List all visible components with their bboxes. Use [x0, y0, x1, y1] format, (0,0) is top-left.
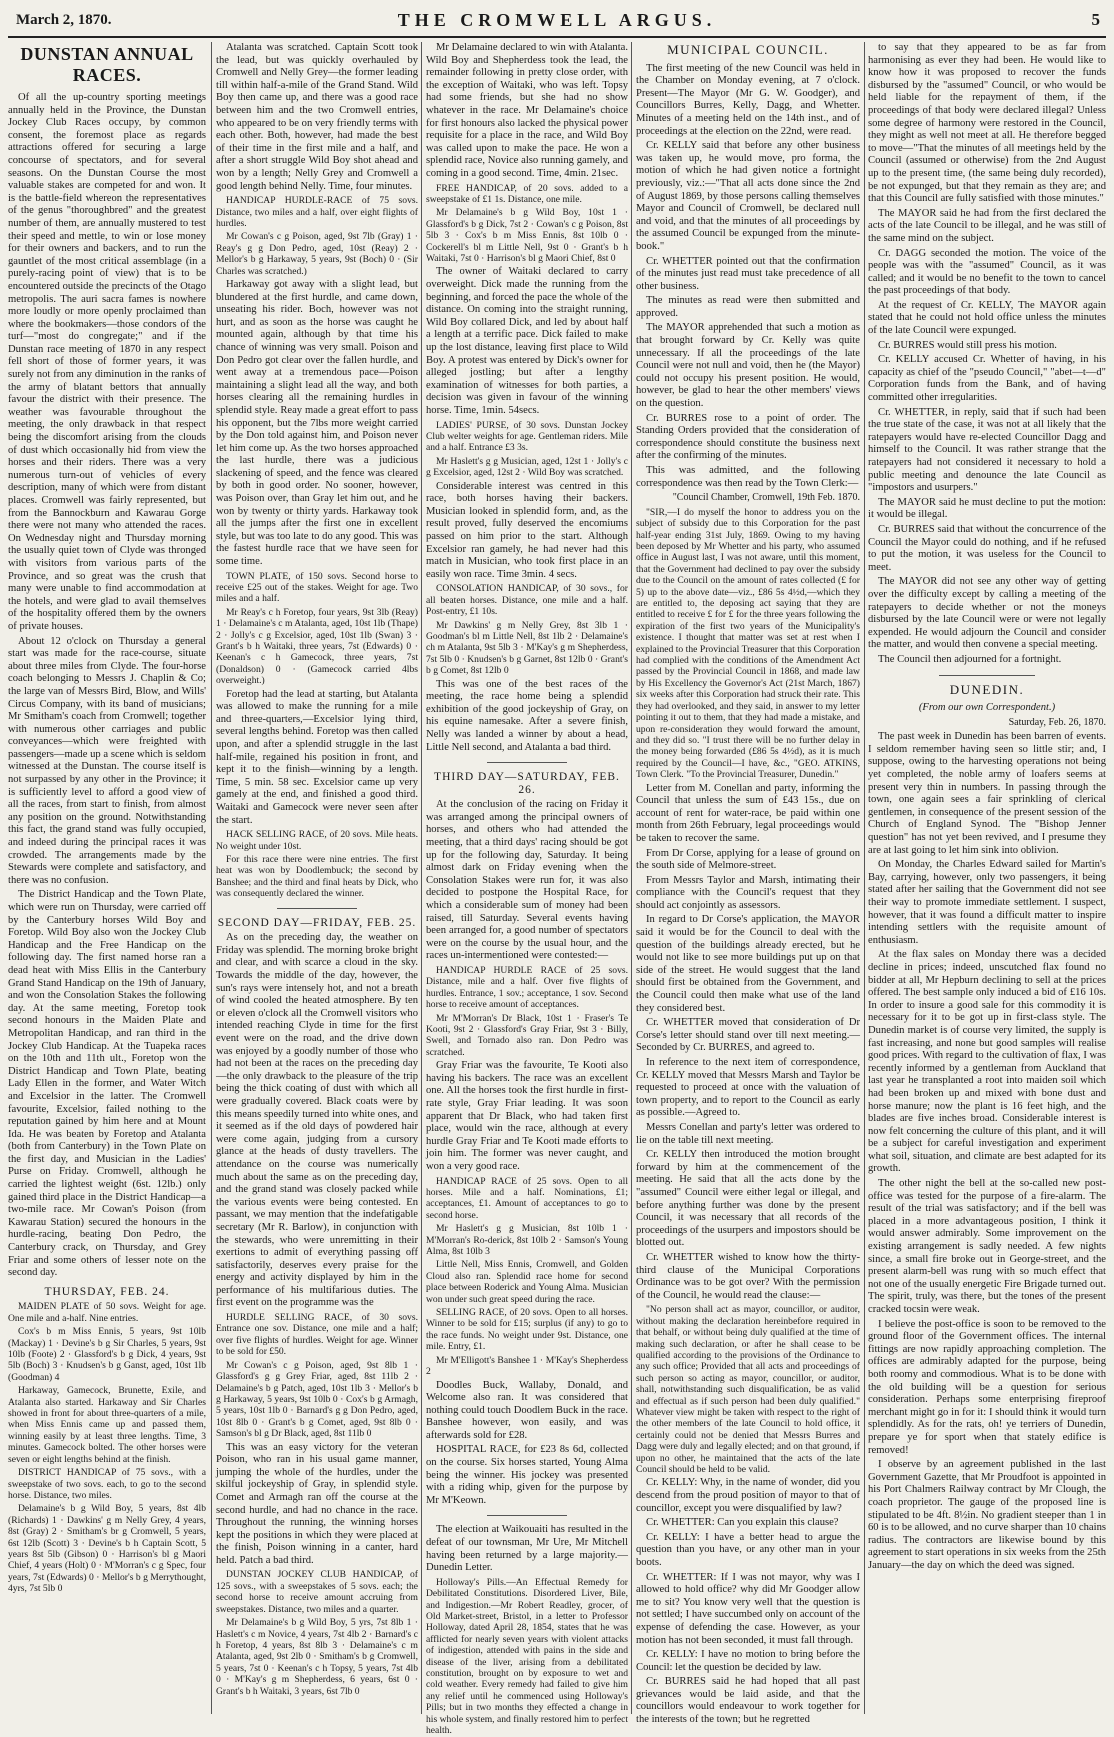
- race-report: For this race there were nine entries. The first heat was won by Doodlembuck; the second by Banshee; and the third and final heats by Dick, who was consequently declared the winner.: [216, 854, 418, 900]
- quoted-clause: "No person shall act as mayor, councillor, or auditor, without making the declaration hereinbefore required in that behalf, or without being duly qualified at the time of making such declaration, or after he shall cease to be qualified according to the provisions of the Ordinance to any such office; Provided that all acts and proceedings of such person so acting as mayor, councillor, or auditor, shall, notwithstanding such disqualification, be as valid and effectual as if such person had been duly qualified." Whatever view might be taken with respect to the right of the other members of the late Council to hold office, it certainly could not be denied that Messrs Burres and Dagg were duly and legally elected; and on that ground, if upon no other, he maintained that the acts of the late Council should be held to be valid.: [636, 1304, 860, 1475]
- day-heading: THURSDAY, FEB. 24.: [44, 1285, 170, 1298]
- divider: [939, 675, 1034, 676]
- paragraph: Cr. WHETTER wished to know how the thirty-third clause of the Municipal Corporations Ordinance was to be got over? With the permission of the Council, he would read the clause:—: [636, 1251, 860, 1301]
- paragraph: Atalanta was scratched. Captain Scott took the lead, but was quickly overhauled by Cromwell and Nelly Grey—the former leading till within half-a-mile of the Grand Stand. Wild Boy then came up, and there was a good race between him and the two Cromwell entries, who appeared to be on very friendly terms with each other. Both, however, had made the best of their time in the first mile and a half, and after a short struggle Wild Boy shot ahead and won by a length; Nelly Grey and Cromwell a good length behind Nelly. Time, four minutes.: [216, 42, 418, 192]
- day-heading: SECOND DAY—FRIDAY, FEB. 25.: [217, 916, 417, 929]
- paragraph: Cr. BURRES said that without the concurrence of the Council the Mayor could do nothing, and if he refused to put the motion, it was useless for the Council to meet.: [868, 523, 1106, 573]
- race-title: HANDICAP HURDLE-RACE of 75 sovs. Distance, two miles and a half, over eight flights of hurdles.: [216, 195, 418, 229]
- paragraph: Cr. WHETTER: If I was not mayor, why was I allowed to hold office? why did Mr Goodger allow me to sit? You know very well that the question is not settled; I have succumbed only on account of the expense of defending the case. However, as your motion has not been seconded, it must fall through.: [636, 1571, 860, 1646]
- paragraph: Cr. BURRES rose to a point of order. The Standing Orders provided that the consideration of correspondence should constitute the business next after the confirming of the minutes.: [636, 412, 860, 462]
- race-report: Gray Friar was the favourite, Te Kooti also having his backers. The race was an excellent one. All the horses took the first hurdle in first-rate style, Gray Friar leading. It was soon apparent that Dr Black, who had taken first place, would win the race, although at every hurdle Gray Friar and Te Kooti made efforts to join him. The former was never caught, and won a very good race.: [426, 1060, 628, 1172]
- paragraph: Cr. WHETTER: Can you explain this clause?: [646, 1517, 839, 1529]
- race-title: HANDICAP HURDLE RACE of 25 sovs. Distance, mile and a half. Over five flights of hurdles. Entrance, 1 sov.; acceptance, 1 sov. Second horse to receive amount of acceptances.: [426, 965, 628, 1011]
- race-title: HURDLE SELLING RACE, of 30 sovs. Entrance one sov. Distance, one mile and a half; over five flights of hurdles. Weight for age. Winner to be sold for £50.: [216, 1312, 418, 1358]
- paragraph: Cr. KELLY accused Cr. Whetter of having, in his capacity as chief of the "pseudo Council," "abet—t—d" Corporation funds from the Bank, and of having committed other irregularities.: [868, 354, 1106, 404]
- paragraph: Cr. KELLY then introduced the motion brought forward by him at the commencement of the meeting. He said that all the acts done by the "assumed" Council were either legal or illegal, and before anything further was done by the present Council, it was necessary that all records of the proceedings of the usurpers and impostors should be blotted out.: [636, 1149, 860, 1249]
- paragraph: From Dr Corse, applying for a lease of ground on the south side of Melmore-street.: [636, 847, 860, 872]
- column-1: [8, 42, 206, 1714]
- race-report: This was one of the best races of the meeting, the race home being a splendid exhibition of the good jockeyship of Gray, on his equine namesake. After a severe finish, Nelly was landed a winner by about a head, Little Nell second, and Atalanta a bad third.: [426, 678, 628, 753]
- race-title: FREE HANDICAP, of 20 sovs. added to a sweepstake of £1 1s. Distance, one mile.: [426, 182, 628, 205]
- race-results: Cox's b m Miss Ennis, 5 years, 9st 10lb (Mackay) 1 · Devine's b g Sir Charles, 5 years, 9st 10lb (Foote) 2 · Glassford's b g Dick, 4 years, 9st 5lb (Boch) 3 · Knudsen's b g Ganst, aged, 10st 1lb (Goodman) 4: [8, 1326, 206, 1383]
- race-report: Foretop had the lead at starting, but Atalanta was allowed to make the running for a mile and three-quarters,—Excelsior lying third, several lengths behind. Foretop was then called upon, and after a splendid struggle in the last half-mile, regained his position in front, and kept it to the finish—winning by a length. Time, 5 min. 58 sec. Excelsior came up very gamely at the end, and finished a good third. Waitaki and Gamecock were never seen after the start.: [216, 688, 418, 826]
- paragraph: Cr. KELLY: I have a better head to argue the question than you have, or any other man in your boots.: [636, 1531, 860, 1568]
- paragraph: In regard to Dr Corse's application, the MAYOR said it would be for the Council to deal with the question of the buildings already erected, but he would not like to see more buildings put up on that side of the street. He would suggest that the land should first be obtained from the Government, and the Council could then make what use of the land they considered best.: [636, 914, 860, 1014]
- paragraph: Cr. BURRES would still press his motion.: [878, 339, 1057, 351]
- paragraph: As on the preceding day, the weather on Friday was splendid. The morning broke bright and clear, and with scarce a cloud in the sky. Towards the middle of the day, however, the sun's rays were intensely hot, and not a breath of wind cooled the heated atmosphere. By ten or eleven o'clock all the Cromwell visitors who intended reaching Clyde in time for the first event were on the road, and the drive down was enjoyed by a goodly number of those who had not been at the races on the preceding day—the only drawback to the pleasure of the trip being the thick coating of dust with which all were gradually covered. Black coats were by this means speedily turned into white ones, and it seemed as if the old days of powdered hair were come again, judging from a cursory glance at the heads of dusty travellers. The attendance on the course was numerically much about the same as on the preceding day, and the grand stand was closely packed while the various events were being contested. En passant, we may mention that the indefatigable secretary (Mr R. Barlow), in conjunction with the stewards, who were unremitting in their exertions to admit of everything passing off satisfactorily, deserves every praise for the energy and activity displayed by him in the performance of his multifarious duties. The first event on the programme was the: [216, 932, 418, 1309]
- paragraph: Cr. DAGG seconded the motion. The voice of the people was with the "assumed" Council, as it was called; and it would be no benefit to the town to cancel the past proceedings of that body.: [868, 247, 1106, 297]
- paragraph: Of all the up-country sporting meetings annually held in the Province, the Dunstan Jockey Club Races occupy, by common consent, the foremost place as regards attractions offered for securing a large concourse of spectators, and for several seasons. On the Dunstan Course the most valuable stakes are competed for and won. It is the battle-field whereon the representatives of the genus "thoroughbred" and the greatest number of them, are annually mustered to test their speed and mettle, to win or lose money for their owners and backers, and to run the gauntlet of the most critical assemblage (in a purely-racing point of view) that is to be encountered outside the precincts of the Otago metropolis. The auri sacra fames is nowhere more loudly or more openly proclaimed than where the bookmakers—those condors of the turf—"most do congregate;" and if the Dunstan race meeting of 1870 in any respect fell short of those of former years, it was surely not from any diminution in the ranks of the army of blatant bettors that annually favour the district with their presence. The weather was favourable throughout the meeting, the only drawback in that respect being the discomfort arising from the clouds of dust which occasionally hid from view the horses and their riders. There was a very numerous turn-out of vehicles of every description, many of which were from distant places. Cromwell was fairly represented, but from the Bannockburn and Kawarau Gorge there were not many who attended the races. On Wednesday night and Thursday morning the usually quiet town of Clyde was thronged with visitors from various parts of the Province, and so great was the crush that many were unable to find accommodation at the hotels, and were glad to avail themselves of the hospitality offered them by the owners of private houses.: [8, 92, 206, 632]
- paragraph: At the conclusion of the racing on Friday it was arranged among the principal owners of horses, and others who had attended the meeting, that a third days' racing should be got up for the following day, Saturday. It being almost dark on Friday evening when the Consolation Stakes were run for, it was also decided to postpone the Hospital Race, for which a considerable sum of money had been raised, till Saturday. Several events having been arranged for, a good number of spectators were on the course by the usual hour, and the races un-intermentioned were contested:—: [426, 799, 628, 962]
- paragraph: About 12 o'clock on Thursday a general start was made for the race-course, situate about three miles from Clyde. The four-horse coach belonging to Messrs J. Chaplin & Co; the large van of Messrs Bird, Blow, and Wills' Circus Company, with its band of musicians; Mr Smitham's coach from Cromwell; together with numerous other carriages and public conveyances—which were freighted with passengers—made up a scene which is seldom witnessed at the Dunstan. The course itself is not surpassed by any other in the Province; it is sufficiently level to afford a good view of all the races, from start to finish, from almost any position on the ground. Notwithstanding this fact, the grand stand was fully occupied, and indeed during the principal races it was crowded. The arrangements made by the Stewards were complete and satisfactory, and there was no confusion.: [8, 635, 206, 886]
- race-results: Delamaine's b g Wild Boy, 5 years, 8st 4lb (Richards) 1 · Dawkins' g m Nelly Grey, 4 years, 8st (Gray) 2 · Smitham's br g Cromwell, 5 years, 6st 12lb (Scott) 3 · Devine's b h Captain Scott, 5 years 8st 5lb (Gibson) 0 · Harrison's bl g Maori Chief, 4 years (Holt) 0 · M'Morran's c g Spec, four years, 7st (Edwards) 0 · Mellor's b g Merrythought, 4yrs, 7st 5lb 0: [8, 1503, 206, 1595]
- day-heading: THIRD DAY—SATURDAY, FEB. 26.: [434, 771, 620, 796]
- race-results: Mr Dawkins' g m Nelly Grey, 8st 3lb 1 · Goodman's bl m Little Nell, 8st 1lb 2 · Delamaine's ch m Atalanta, 9st 5lb 3 · M'Kay's g m Shepherdess, 7st 5lb 0 · Knudsen's b g Garnet, 8st 12lb 0 · Grant's b g Comet, 8st 12lb 0: [426, 619, 628, 677]
- paragraph: The MAYOR said he had from the first declared the acts of the late Council to be illegal, and he was still of the same mind on the subject.: [868, 207, 1106, 244]
- dateline: Saturday, Feb. 26, 1870.: [1008, 716, 1106, 728]
- race-title: TOWN PLATE, of 150 sovs. Second horse to receive £25 out of the stakes. Weight for age. Two miles and a half.: [216, 570, 418, 605]
- race-report: HOSPITAL RACE, for £23 8s 6d, collected on the course. Six horses started, Young Alma being the winner. His jockey was presented with a riding whip, given for the purpose by Mr M'Keown.: [426, 1444, 628, 1506]
- issue-date: March 2, 1870.: [16, 12, 112, 28]
- race-title: SELLING RACE, of 20 sovs. Open to all horses. Winner to be sold for £15; surplus (if any) to go to the race funds. No weight under 9st. Distance, one mile. Entry, £1.: [426, 1307, 628, 1353]
- race-results: Mr M'Elligott's Banshee 1 · M'Kay's Shepherdess 2: [426, 1354, 628, 1378]
- paragraph: The MAYOR did not see any other way of getting over the difficulty except by calling a meeting of the ratepayers to decide whether or not the moneys disbursed by the late Council were or were not legally expended. He would adjourn the Council and consider the matter, and would then convene a special meeting.: [868, 576, 1106, 651]
- paragraph: At the request of Cr. KELLY, The MAYOR again stated that he could not hold office unless the minutes of the late Council were expunged.: [868, 299, 1106, 337]
- paragraph: Cr. KELLY said that before any other business was taken up, he would move, pro forma, the motion of which he had given notice a fortnight previously, viz.:—"That all acts done since the 2nd of August 1869, by those persons calling themselves Mayor and Council of Cromwell, be declared null and void, and that the minutes of all proceedings by the assumed Council be expunged from the minute-book.": [636, 140, 860, 252]
- article-heading-municipal-council: MUNICIPAL COUNCIL.: [667, 42, 829, 57]
- race-report: Doodles Buck, Wallaby, Donald, and Welcome also ran. It was considered that nothing could touch Doodlem Buck in the race. Banshee however, won easily, and was afterwards sold for £28.: [426, 1379, 628, 1441]
- race-title: DUNSTAN JOCKEY CLUB HANDICAP, of 125 sovs., with a sweepstakes of 5 sovs. each; the second horse to receive amount accruing from sweepstakes. Distance, two miles and a quarter.: [216, 1569, 418, 1615]
- race-report: Harkaway got away with a slight lead, but blundered at the first hurdle, and came down, unseating his rider. Boch, however was not hurt, and as soon as the horse was caught he mounted again, although by that time his chance of winning was very small. Poison and Don Pedro got clear over the fallen hurdle, and went away at a tremendous pace—Poison maintaining a slight lead all the way, and both horses clearing all the remaining hurdles in splendid style. Reay made a great effort to pass his opponent, but the 7lbs more weight carried by the Don told against him, and Poison never let him come up. As the two horses approached the last hurdle, there was a judicious slackening of speed, and the fence was cleared by both in good order. No sooner, however, was Poison over, than Gray let him out, and he won by twenty or thirty yards. Harkaway took all the jumps after the first one in excellent style, but was too late to do any good. This was the fastest hurdle race that we have seen for some time.: [216, 278, 418, 568]
- column-rule: [211, 42, 212, 1714]
- race-report: The owner of Waitaki declared to carry overweight. Dick made the running from the beginning, and forced the pace the whole of the distance. On coming into the straight running, Wild Boy collared Dick, and led by about half a length at a terrific pace. Dick failed to make up the lost distance, leaving first place to Wild Boy. A protest was entered by Dick's owner for alleged jostling; but after a lengthy examination of witnesses for both parties, a decision was given in favour of the winning horse. Time, 1min. 54secs.: [426, 266, 628, 416]
- paragraph: Cr. WHETTER pointed out that the confirmation of the minutes just read must take precedence of all other business.: [636, 255, 860, 292]
- race-results: Mr Haslett's g g Musician, 8st 10lb 1 · M'Morran's Ro-derick, 8st 10lb 2 · Samson's Young Alma, 8st 10lb 3: [426, 1223, 628, 1258]
- letter-body: "SIR,—I do myself the honor to address you on the subject of subsidy due to this Corporation for the past half-year ending 31st July, 1869. Owing to my having been deposed by Mr Whetter and his party, who assumed office in August last, I was not aware, until this moment, that the Government had declined to pay over the subsidy due to the Council on the amount of rates collected (£ for 5) up to the above date—viz., £86 5s 4½d,—which they are entitled to, the deposing act saying that they are entitled to receive £ for £ for the three years following the expiration of the first two years of the Municipality's existence. I thought that matter was set at rest when I explained to the Provincial Treasurer that this Corporation had complied with the conditions of the Amendment Act passed by the Provincial Council in 1868, and made law by His Excellency the Governor's Act (21st March, 1867) six weeks after this Corporation had struck their rate. This they had overlooked, and they said, in answer to my letter pointing it out to them, that they had made a mistake, and upon re-consideration they would forward the amount, and they did so. "I trust there will be no further delay in the money being forwarded (£86 5s 4½d), as it is much required by the Council—I have, &c., "GEO. ATKINS, Town Clerk. "To the Provincial Treasurer, Dunedin.": [636, 506, 860, 781]
- paragraph: At the flax sales on Monday there was a decided decline in prices; indeed, unscutched flax found no bidder at all, Mr Hepburn declining to sell at the prices offered. The best sample only induced a bid of £16 10s. In order to insure a good sale for this commodity it is necessary for it to be got up in first-class style. The Dunedin market is of course very limited, the supply is fast increasing, and none but good samples will realise good prices. With regard to the cultivation of flax, I was recently informed by a gentleman from Auckland that last year he transplanted a root into maiden soil which had been broken up and mixed with bone dust and horse manure; now the plant is 16 feet high, and the blades are five inches broad. Considerable interest is now felt concerning the culture of this plant, and it will be a subject for careful investigation and experiment what soil, situation, and climate are best adapted for its growth.: [868, 949, 1106, 1175]
- race-results: Mr Cowan's c g Poison, aged, 9st 8lb 1 · Glassford's g g Grey Friar, aged, 8st 11lb 2 · Delamaine's b g Patch, aged, 10st 1lb 3 · Mellor's b g Harkaway, 5 years, 9st 10lb 0 · Cox's b g Armagh, 5 years, 10st 1lb 0 · Barnard's g g Don Pedro, aged, 10st 8lb 0 · Grant's b g Comet, aged, 9st 8lb 0 · Samson's bl g Dr Black, aged, 8st 11lb 0: [216, 1359, 418, 1440]
- paragraph: Letter from M. Conellan and party, informing the Council that unless the sum of £43 15s., due on account of rent for water-race, be paid within one month from 26th February, legal proceedings would be taken to recover the same.: [636, 782, 860, 844]
- column-4: [636, 42, 860, 1726]
- paragraph: The Council then adjourned for a fortnight.: [878, 653, 1062, 665]
- race-results: Mr Haslett's g g Musician, aged, 12st 1 · Jolly's c g Excelsior, aged, 12st 2 · Wild Boy was scratched.: [426, 455, 628, 479]
- masthead: [8, 6, 1106, 38]
- column-3: [426, 42, 628, 1737]
- column-rule: [631, 42, 632, 1714]
- newspaper-title: THE CROMWELL ARGUS.: [397, 10, 717, 30]
- paragraph: Cr. KELLY: Why, in the name of wonder, did you descend from the proud position of mayor to that of councillor, except you were disqualified by law?: [636, 1477, 860, 1514]
- paragraph: The other night the bell at the so-called new post-office was tested for the purpose of a fire-alarm. The result of the trial was satisfactory; and if the bell was placed in a more advantageous position, I think it would answer admirably. Some improvement on the existing arrangement is sadly needed. A few nights since, a small fire broke out in George-street, and the present alarm-bell was rung with so much effect that not one of the usually energetic Fire Brigade turned out. The spirit, truly, was there, but the tones of the present cracked tocsin were weak.: [868, 1178, 1106, 1315]
- race-report: Considerable interest was centred in this race, both horses having their backers. Musician looked in splendid form, and, as the result proved, fully deserved the encomiums passed on him prior to the start. Although Excelsior ran gamely, he had never had this match in Musician, who took first place in an easily won race. Time 3min. 4 secs.: [426, 480, 628, 580]
- paragraph: In reference to the next item of correspondence, Cr. KELLY moved that Messrs Marsh and Taylor be requested to proceed at once with the valuation of town property, and to report to the Council as early as possible.—Agreed to.: [636, 1057, 860, 1119]
- column-2: [216, 42, 418, 1714]
- paragraph: I believe the post-office is soon to be removed to the ground floor of the Government offices. The internal fittings are now rapidly approaching completion. The offices are admirably adapted for the purpose, being both roomy and commodious. What is to be done with the old building will be a question for serious consideration. Perhaps some enterprising fireproof merchant might go in for it: I should think it would turn splendidly. As for the rats, oh! ye terriers of Dunedin, prepare ye for sport when that stately edifice is removed!: [868, 1318, 1106, 1456]
- paragraph: Mr Delamaine declared to win with Atalanta. Wild Boy and Shepherdess took the lead, the remainder following in pretty close order, with the exception of Waitaki, who was left. Topsy had some friends, but she had no show whatever in the race. Mr Delamaine's choice for first honours also lacked the physical power requisite for a place in the race, and Wild Boy was called upon to make the pace. He won a splendid race, Novice also running gamely, and coming in a good second. Time, 4min. 21sec.: [426, 42, 628, 179]
- article-heading-dunstan-races: DUNSTAN ANNUAL RACES.: [20, 44, 194, 85]
- race-report: Harkaway, Gamecock, Brunette, Exile, and Atalanta also started. Harkaway and Sir Charles showed in front for about three-quarters of a mile, when Miss Ennis came up and passed them, winning easily by at least three lengths. Time, 3 minutes. Gamecock bolted. The other horses were seven or eight lengths behind at the finish.: [8, 1385, 206, 1465]
- paragraph: Cr. BURRES said he had hoped that all past grievances would be laid aside, and that the councillors would endeavour to work together for the interests of the town; but he regretted: [636, 1676, 860, 1726]
- paragraph: The minutes as read were then submitted and approved.: [636, 295, 860, 319]
- race-results: Mr Reay's c h Foretop, four years, 9st 3lb (Reay) 1 · Delamaine's c m Atalanta, aged, 10st 1lb (Thape) 2 · Jolly's c g Excelsior, aged, 10st 1lb (Swan) 3 · Grant's b h Waitaki, three years, 7st (Edwards) 0 · Keenan's c h Gamecock, three years, 7st (Donaldson) 0 · (Gamecock carried 4lbs overweight.): [216, 606, 418, 687]
- advertisement-holloway: Holloway's Pills.—An Effectual Remedy for Debilitated Constitutions. Disordered Liver, Bile, and Indigestion.—Mr Robert Readley, grocer, of Old Market-street, Bristol, in a letter to Professor Holloway, dated April 28, 1854, states that he was afflicted for nearly seven years with violent attacks of indigestion, attended with pains in the side and disease of the liver, arising from a debilitated constitution, brought on by exposure to wet and cold weather. Every remedy had failed to give him any relief until he commenced using Holloway's Pills; but in two months they effected a change in his whole system, and finally restored him to perfect health.: [426, 1576, 628, 1737]
- paragraph: This was admitted, and the following correspondence was then read by the Town Clerk:—: [636, 465, 860, 489]
- paragraph: Cr. KELLY: I have no motion to bring before the Council: let the question be decided by law.: [636, 1649, 860, 1673]
- divider: [277, 908, 358, 909]
- letter-heading: "Council Chamber, Cromwell, 19th Feb. 1870.: [672, 492, 860, 504]
- news-item-election: The election at Waikouaiti has resulted in the defeat of our townsman, Mr Ure, Mr Mitchell having been returned by a large majority.—Dunedin Letter.: [426, 1524, 628, 1574]
- race-title: MAIDEN PLATE of 50 sovs. Weight for age. One mile and a-half. Nine entries.: [8, 1301, 206, 1324]
- race-title: DISTRICT HANDICAP of 75 sovs., with a sweepstake of two sovs. each, to go to the second horse. Distance, two miles.: [8, 1467, 206, 1501]
- byline: (From our own Correspondent.): [918, 702, 1056, 714]
- race-title: CONSOLATION HANDICAP, of 30 sovs., for all beaten horses. Distance, one mile and a half. Post-entry, £1 10s.: [426, 583, 628, 618]
- paragraph: The MAYOR said he must decline to put the motion: it would be illegal.: [868, 496, 1106, 521]
- paragraph: I observe by an agreement published in the last Government Gazette, that Mr Proudfoot is appointed in his Port Chalmers Railway contract by Mr Clough, the coach proprietor. The gauge of the proposed line is stipulated to be 4ft. 8½in. No gradient steeper than 1 in 60 is to be allowed, and no curve sharper than 10 chains radius. The contractors are likewise bound by this agreement to start operations in six weeks from the 25th January—the day on which the deed was signed.: [868, 1459, 1107, 1571]
- paragraph: From Messrs Taylor and Marsh, intimating their compliance with the Council's request that they should act conjointly as assessors.: [636, 874, 860, 911]
- paragraph: On Monday, the Charles Edward sailed for Martin's Bay, carrying, however, only two passengers, it being stated after her sailing that the Government did not see their way to promote immediate settlement. I suspect, however, that it was found a difficult matter to inspire intending settlers with the requisite amount of enthusiasm.: [868, 859, 1106, 946]
- paragraph: The first meeting of the new Council was held in the Chamber on Monday evening, at 7 o'clock. Present—The Mayor (Mr G. W. Goodger), and Councillors Burres, Kelly, Dagg, and Whetter. Minutes of a meeting held on the 14th inst., and of proceedings at the election on the 22nd, were read.: [636, 62, 860, 137]
- race-results: Mr Cowan's c g Poison, aged, 9st 7lb (Gray) 1 · Reay's g g Don Pedro, aged, 10st (Reay) 2 · Mellor's b g Harkaway, 5 years, 9st (Boch) 0 · (Sir Charles was scratched.): [216, 231, 418, 277]
- paragraph: The past week in Dunedin has been barren of events. I seldom remember having seen so little stir; and, I suppose, owing to the harvesting operations not being yet completed, the noble army of loafers seems at present very thin in numbers. In passing through the town, one again sees a fair sprinkling of clerical gentlemen, in consequence of the present session of the Church of England Synod. The "Bishop Jenner question" has not yet been revived, and I presume they are at last going to let him sink into oblivion.: [868, 731, 1106, 856]
- paragraph: Cr. WHETTER moved that consideration of Dr Corse's letter should stand over till next meeting.—Seconded by Cr. BURRES, and agreed to.: [636, 1017, 860, 1054]
- paragraph: The MAYOR apprehended that such a motion as that brought forward by Cr. Kelly was quite unnecessary. If all the proceedings of the late Council were not null and void, then he (the Mayor) could not occupy his present position. He would, however, be glad to hear the other members' views on the question.: [636, 322, 860, 410]
- column-5: [868, 42, 1106, 1714]
- paragraph: Cr. WHETTER, in reply, said that if such had been the true state of the case, it was not at all likely that the ratepayers would have re-elected Councillor Dagg and himself to the Council. It was rather strange that the ratepayers had not considered it necessary to hold a public meeting and denounce the late Council as "impostors and usurpers.": [868, 406, 1106, 494]
- column-rule: [421, 42, 422, 1714]
- divider: [487, 1515, 568, 1516]
- race-title: LADIES' PURSE, of 30 sovs. Dunstan Jockey Club welter weights for age. Gentleman riders. Mile and a half. Entrance £3 3s.: [426, 419, 628, 454]
- paragraph: The District Handicap and the Town Plate, which were run on Thursday, were carried off by the Canterbury horses Wild Boy and Foretop. Wild Boy also won the Jockey Club Handicap and the Free Handicap on the following day. The first named horse ran a dead heat with Miss Ellis in the Canterbury Grand Stand Handicap on the 19th of January, and won the Consolation Stakes the following day. At the same meeting, Foretop took second honours in the Maiden Plate and Metropolitan Handicap, and ran third in the Jockey Club Handicap. At the Tuapeka races on the 10th and 11th ult., Foretop won the District Handicap and Town Plate, beating Lady Ellen in the former, and Water Witch and Excelsior in the latter. The Cromwell favourite, Excelsior, failed nothing to the reputation gained by him here and at Mount Ida. He was beaten by Foretop and Atalanta (both from Canterbury) in the Town Plate on the first day, and Musician in the Ladies' Purse on Friday. Cromwell, although he carried the lightest weight (6st. 12lb.) only gained third place in the District Handicap—a two-mile race. Mr Cowan's Poison (from Kawarau Station) secured the honours in the hurdle-racing, beating Don Pedro, the Canterbury crack, on Thursday, and Grey Friar and some others of lesser note on the second day.: [8, 889, 206, 1279]
- race-results: Mr Delamaine's b g Wild Boy, 5 yrs, 7st 8lb 1 · Haslett's c m Novice, 4 years, 7st 4lb 2 · Barnard's c h Foretop, 4 years, 8st 8lb 3 · Delamaine's c m Atalanta, aged, 9st 2lb 0 · Smitham's b g Cromwell, 5 years, 7st 0 · Keenan's c h Topsy, 5 years, 7st 4lb 0 · M'Kay's g m Shepherdess, 6 years, 6st 0 · Grant's b h Waitaki, 3 years, 6st 7lb 0: [216, 1617, 418, 1697]
- column-rule: [864, 42, 865, 1714]
- page-number: 5: [1091, 10, 1100, 29]
- article-heading-dunedin: DUNEDIN.: [949, 681, 1025, 697]
- paragraph: to say that they appeared to be as far from harmonising as ever they had been. He would like to know how it was proposed to recover the funds disbursed by the "assumed" Council, or who would be held liable for the repayment of them, if the proceedings of that body were declared illegal? Unless some degree of harmony were restored in the Council, they might as well not meet at all. He therefore begged to move—"That the minutes of all meetings held by the Council (assumed or otherwise) from the 2nd August up to the present time, (the same being duly recorded), be not expunged, but that they remain as they are; and that this Council are fully satisfied with those minutes.": [868, 42, 1106, 205]
- race-results: Mr Delamaine's b g Wild Boy, 10st 1 · Glassford's b g Dick, 7st 2 · Cowan's c g Poison, 8st 5lb 3 · Cox's b m Miss Ennis, 8st 10lb 0 · Cockerell's bl m Little Nell, 9st 0 · Grant's b h Waitaki, 7st 0 · Harrison's bl g Maori Chief, 8st 0: [426, 207, 628, 264]
- race-results: Mr M'Morran's Dr Black, 10st 1 · Fraser's Te Kooti, 9st 2 · Glassford's Gray Friar, 9st 3 · Billy, Swell, and Tornado also ran. Don Pedro was scratched.: [426, 1012, 628, 1058]
- race-title: HANDICAP RACE of 25 sovs. Open to all horses. Mile and a half. Nominations, £1; acceptances, £1. Amount of acceptances to go to second horse.: [426, 1175, 628, 1221]
- race-report: Little Nell, Miss Ennis, Cromwell, and Golden Cloud also ran. Splendid race home for second place between Roderick and Young Alma. Musician won under such great speed during the race.: [426, 1259, 628, 1305]
- race-report: This was an easy victory for the veteran Poison, who ran in his usual game manner, jumping the whole of the hurdles, under the skilful jockeyship of Gray, in splendid style. Comet and Armagh ran off the course at the second hurdle, and had no chance in the race. Throughout the running, the winning horses kept the positions in which they were placed at the finish, Poison winning in a canter, hard held. Patch a bad third.: [216, 1441, 418, 1566]
- paragraph: Messrs Conellan and party's letter was ordered to lie on the table till next meeting.: [636, 1121, 860, 1146]
- divider: [487, 762, 568, 763]
- race-title: HACK SELLING RACE, of 20 sovs. Mile heats. No weight under 10st.: [216, 829, 418, 852]
